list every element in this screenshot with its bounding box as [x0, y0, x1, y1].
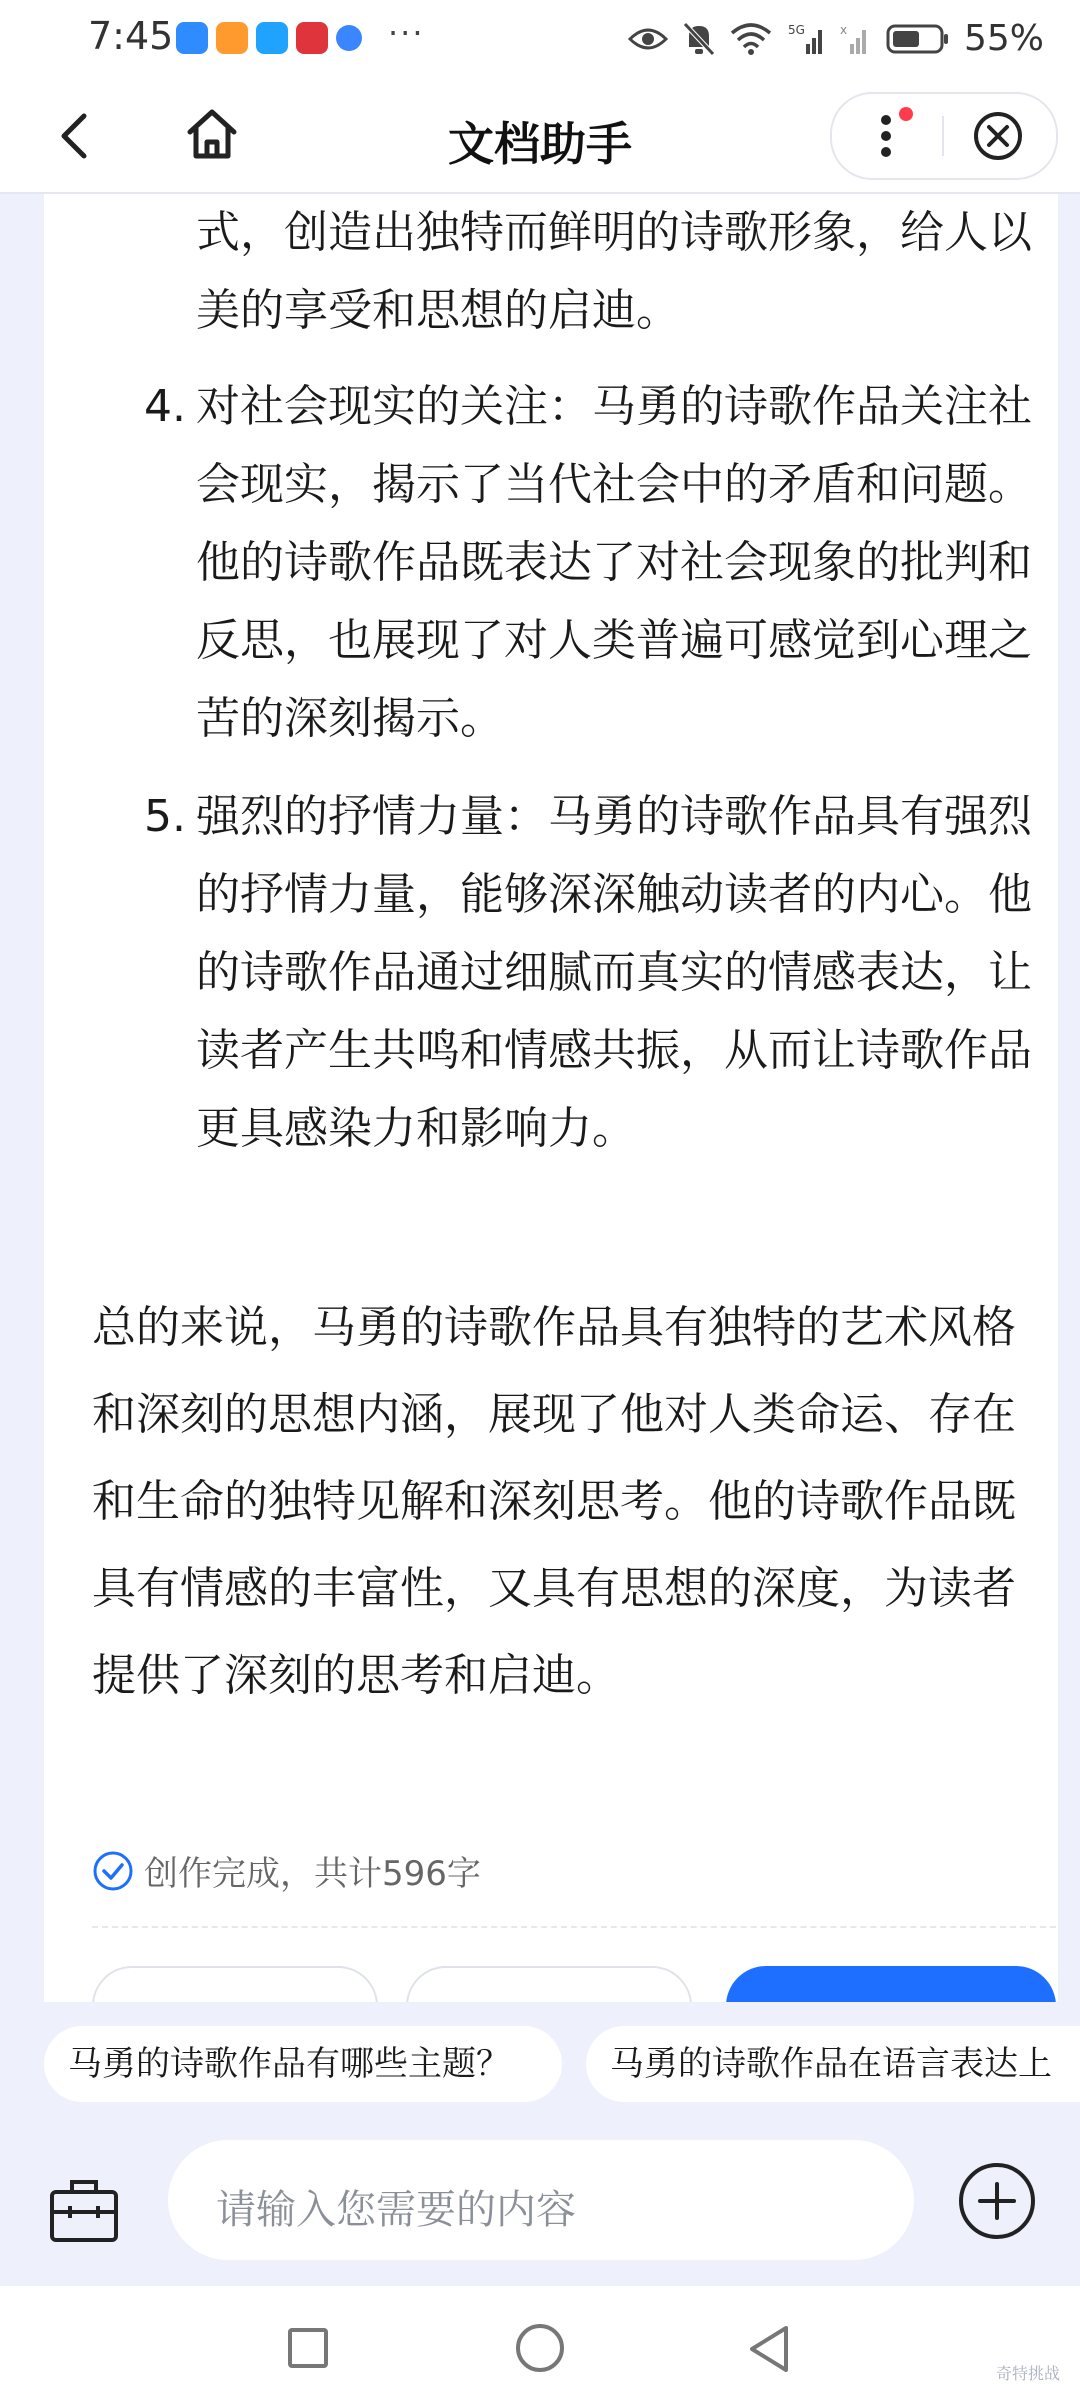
primary-action-button[interactable] [726, 1966, 1056, 2002]
app-header [0, 80, 1080, 194]
eye-icon [628, 24, 668, 54]
video-app-icon [216, 22, 248, 54]
battery-icon [886, 23, 950, 55]
suggestion-chip-themes[interactable]: 马勇的诗歌作品有哪些主题？ [44, 2026, 562, 2102]
close-circle-icon[interactable] [970, 108, 1026, 164]
mute-bell-icon [682, 21, 716, 57]
signal-5g-icon [786, 22, 826, 56]
list-item-text: 式，创造出独特而鲜明的诗歌形象，给人以美的享受和思想的启迪。 [196, 207, 1032, 336]
system-navigation-bar [0, 2286, 1080, 2400]
page-title: 文档助手 [448, 117, 632, 171]
action-button-2[interactable] [406, 1966, 692, 2002]
check-circle-icon [92, 1850, 134, 1892]
home-circle-icon[interactable] [516, 2324, 564, 2372]
status-bar [0, 0, 1080, 80]
list-item-number: 5. [144, 791, 186, 842]
completion-status [92, 1846, 481, 1895]
svg-text:5G: 5G [787, 22, 805, 37]
wifi-icon [730, 23, 772, 55]
more-notifications-icon: ··· [388, 14, 425, 52]
reader-app-icon [296, 22, 328, 54]
mini-program-capsule [830, 92, 1058, 180]
more-vertical-icon[interactable] [854, 104, 918, 168]
action-button-1[interactable] [92, 1966, 378, 2002]
plus-circle-icon[interactable] [956, 2160, 1038, 2242]
list-item-text: 强烈的抒情力量：马勇的诗歌作品具有强烈的抒情力量，能够深深触动读者的内心。他的诗歌作品通过细腻而真实的情感表达，让读者产生共鸣和情感共振，从而让诗歌作品更具感染力和影响力。 [196, 791, 1032, 1154]
search-app-icon [256, 22, 288, 54]
browser-app-icon [336, 25, 362, 51]
back-chevron-icon[interactable] [48, 108, 104, 164]
suggestion-chip-language[interactable]: 马勇的诗歌作品在语言表达上 [586, 2026, 1080, 2102]
answer-card [44, 194, 1058, 2002]
toolbox-icon[interactable] [46, 2172, 122, 2248]
card-divider [92, 1926, 1056, 1928]
home-icon[interactable] [182, 104, 242, 164]
status-indicators [628, 18, 1044, 59]
notification-app-icons [176, 22, 362, 54]
svg-text:x: x [839, 22, 848, 37]
list-item-text: 对社会现实的关注：马勇的诗歌作品关注社会现实，揭示了当代社会中的矛盾和问题。他的诗歌作品既表达了对社会现象的批判和反思，也展现了对人类普遍可感觉到心理之苦的深刻揭示。 [196, 381, 1032, 744]
message-input[interactable] [168, 2140, 914, 2260]
capsule-divider [942, 116, 944, 156]
watermark-text: 奇特挑战 [995, 2364, 1060, 2383]
back-triangle-icon[interactable] [744, 2322, 794, 2376]
input-placeholder: 请输入您需要的内容 [216, 2187, 576, 2233]
signal-secondary-icon [840, 22, 872, 56]
weather-app-icon [176, 22, 208, 54]
recent-apps-icon[interactable] [288, 2328, 328, 2368]
summary-paragraph: 总的来说，马勇的诗歌作品具有独特的艺术风格和深刻的思想内涵，展现了他对人类命运、存在和生命的独特见解和深刻思考。他的诗歌作品既具有情感的丰富性，又具有思想的深度，为读者提供了深刻的思考和启迪。 [92, 1302, 1016, 1701]
completion-text: 创作完成，共计596字 [144, 1854, 481, 1894]
battery-percentage: 55% [963, 18, 1044, 59]
list-item-number: 4. [144, 381, 186, 432]
status-time: 7:45 [88, 14, 174, 58]
